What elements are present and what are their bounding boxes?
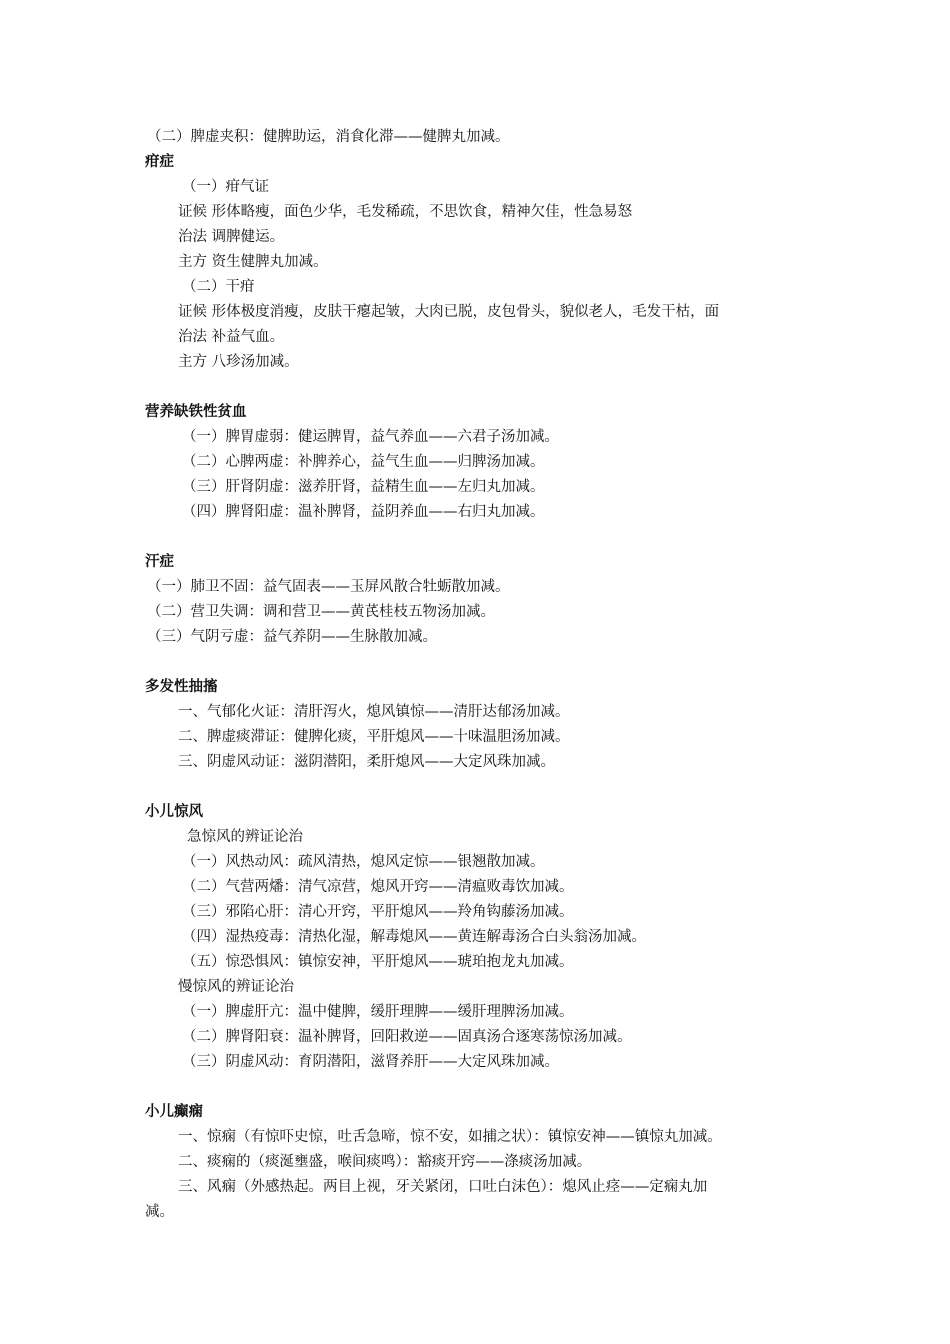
text-line: （二）气营两燔：清气凉营，熄风开窍——清瘟败毒饮加减。 xyxy=(182,879,574,895)
text-line: （三）气阴亏虚：益气养阴——生脉散加减。 xyxy=(147,629,437,645)
text-line: 证候 形体略瘦，面色少华，毛发稀疏，不思饮食，精神欠佳，性急易怒 xyxy=(178,204,633,220)
text-line: （一）脾虚肝亢：温中健脾，缓肝理脾——缓肝理脾汤加减。 xyxy=(182,1004,574,1020)
text-line: （二）脾肾阳衰：温补脾肾，回阳救逆——固真汤合逐寒荡惊汤加减。 xyxy=(182,1029,632,1045)
text-line: （二）干疳 xyxy=(182,279,255,295)
text-line: （一）脾胃虚弱：健运脾胃，益气养血——六君子汤加减。 xyxy=(182,429,559,445)
text-line: （二）脾虚夹积：健脾助运，消食化滞——健脾丸加减。 xyxy=(147,129,510,145)
text-line: 三、阴虚风动证：滋阴潜阳，柔肝熄风——大定风珠加减。 xyxy=(178,754,555,770)
text-line: 证候 形体极度消瘦，皮肤干瘪起皱，大肉已脱，皮包骨头，貌似老人，毛发干枯，面 xyxy=(178,304,720,320)
text-line: （四）湿热疫毒：清热化湿，解毒熄风——黄连解毒汤合白头翁汤加减。 xyxy=(182,929,646,945)
text-line: 减。 xyxy=(145,1204,174,1220)
text-line: 三、风痫（外感热起。两目上视，牙关紧闭，口吐白沫色）：熄风止痉——定痫丸加 xyxy=(178,1179,708,1195)
text-line: （一）风热动风：疏风清热，熄风定惊——银翘散加减。 xyxy=(182,854,545,870)
text-line: （二）心脾两虚：补脾养心，益气生血——归脾汤加减。 xyxy=(182,454,545,470)
text-line: （五）惊恐惧风：镇惊安神，平肝熄风——琥珀抱龙丸加减。 xyxy=(182,954,574,970)
text-line: （三）肝肾阴虚：滋养肝肾，益精生血——左归丸加减。 xyxy=(182,479,545,495)
text-line: （一）疳气证 xyxy=(182,179,269,195)
text-line: 二、痰痫的（痰涎壅盛，喉间痰鸣）：豁痰开窍——涤痰汤加减。 xyxy=(178,1154,592,1170)
text-line: 治法 调脾健运。 xyxy=(178,229,285,245)
text-line: （三）邪陷心肝：清心开窍，平肝熄风——羚角钩藤汤加减。 xyxy=(182,904,574,920)
text-line: 一、惊痫（有惊吓史惊，吐舌急啼，惊不安，如捕之状）：镇惊安神——镇惊丸加减。 xyxy=(178,1129,722,1145)
section-heading: 营养缺铁性贫血 xyxy=(145,404,247,420)
text-line: （一）肺卫不固：益气固表——玉屏风散合牡蛎散加减。 xyxy=(147,579,510,595)
text-line: （二）营卫失调：调和营卫——黄芪桂枝五物汤加减。 xyxy=(147,604,495,620)
text-line: 二、脾虚痰滞证：健脾化痰，平肝熄风——十味温胆汤加减。 xyxy=(178,729,570,745)
text-line: 主方 资生健脾丸加减。 xyxy=(178,254,328,270)
text-line: （三）阴虚风动：育阴潜阳，滋肾养肝——大定风珠加减。 xyxy=(182,1054,559,1070)
text-line: 一、气郁化火证：清肝泻火，熄风镇惊——清肝达郁汤加减。 xyxy=(178,704,570,720)
section-heading: 多发性抽搐 xyxy=(145,679,218,695)
text-line: 主方 八珍汤加减。 xyxy=(178,354,299,370)
section-heading: 疳症 xyxy=(145,154,174,170)
text-line: 治法 补益气血。 xyxy=(178,329,285,345)
section-heading: 小儿癫痫 xyxy=(145,1104,203,1120)
section-heading: 汗症 xyxy=(145,554,174,570)
text-line: 急惊风的辨证论治 xyxy=(187,829,303,845)
text-line: 慢惊风的辨证论治 xyxy=(178,979,294,995)
section-heading: 小儿惊风 xyxy=(145,804,203,820)
text-line: （四）脾肾阳虚：温补脾肾，益阴养血——右归丸加减。 xyxy=(182,504,545,520)
